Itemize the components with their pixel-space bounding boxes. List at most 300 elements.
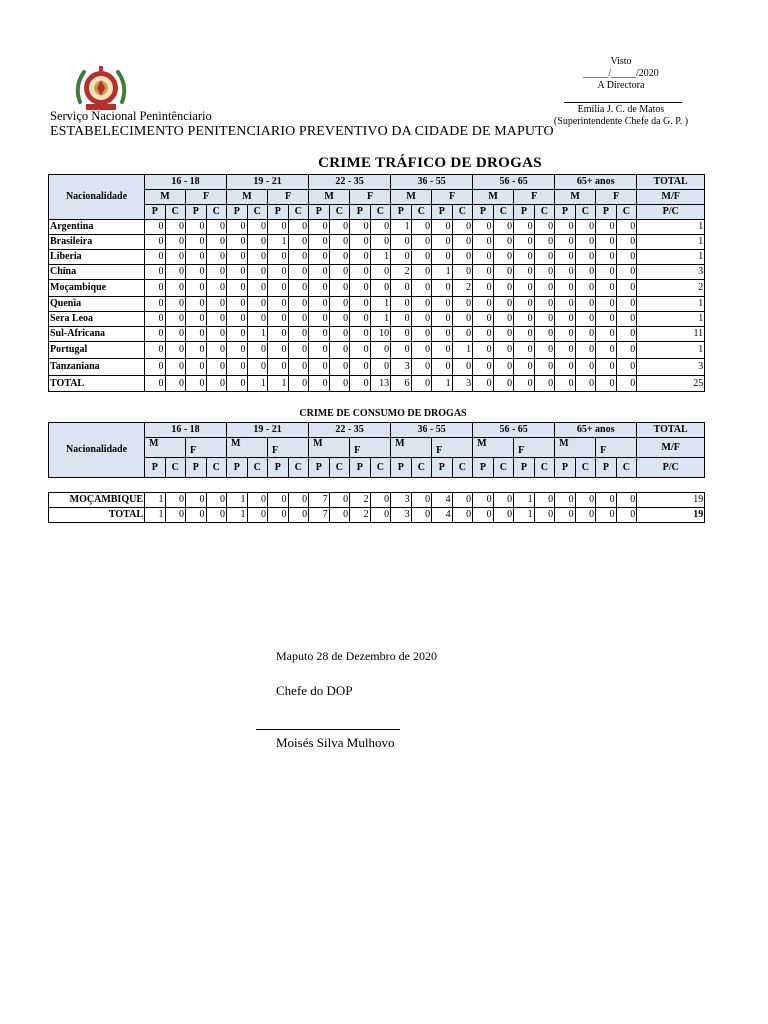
row-total: 3 — [637, 265, 705, 280]
value-cell: 0 — [350, 376, 371, 392]
value-cell: 0 — [350, 220, 371, 235]
value-cell: 0 — [165, 493, 186, 508]
value-cell: 0 — [616, 312, 637, 327]
value-cell: 0 — [206, 265, 227, 280]
value-cell: 0 — [247, 235, 268, 250]
value-cell: 0 — [555, 327, 576, 342]
value-cell: 0 — [452, 235, 473, 250]
value-cell: 0 — [596, 220, 617, 235]
value-cell: 0 — [329, 280, 350, 297]
value-cell: 0 — [370, 508, 391, 523]
value-cell: 0 — [268, 359, 289, 376]
service-name: Serviço Nacional Penintênciario — [50, 109, 212, 123]
establishment-name: ESTABELECIMENTO PENITENCIARIO PREVENTIVO DA CIDADE DE MAPUTO — [50, 124, 554, 139]
value-cell: 0 — [452, 220, 473, 235]
sex-header: F — [186, 190, 227, 205]
table-row — [49, 493, 705, 508]
pc-header: C — [370, 458, 391, 478]
pc-header: P — [555, 458, 576, 478]
pc-total-header: P/C — [637, 205, 705, 220]
value-cell: 1 — [145, 508, 166, 523]
value-cell: 0 — [227, 359, 248, 376]
value-cell: 0 — [186, 250, 207, 265]
value-cell: 0 — [493, 312, 514, 327]
value-cell: 0 — [206, 312, 227, 327]
value-cell: 0 — [247, 280, 268, 297]
value-cell: 0 — [206, 493, 227, 508]
value-cell: 0 — [145, 280, 166, 297]
value-cell: 1 — [432, 265, 453, 280]
pc-header: P — [473, 458, 494, 478]
value-cell: 0 — [514, 312, 535, 327]
value-cell: 0 — [350, 297, 371, 312]
value-cell: 1 — [268, 235, 289, 250]
value-cell: 0 — [555, 297, 576, 312]
table-row — [49, 220, 705, 235]
value-cell: 0 — [534, 220, 555, 235]
value-cell: 0 — [514, 376, 535, 392]
value-cell: 0 — [411, 297, 432, 312]
value-cell: 3 — [391, 508, 412, 523]
value-cell: 0 — [596, 493, 617, 508]
value-cell: 0 — [370, 280, 391, 297]
value-cell: 0 — [616, 376, 637, 392]
sex-header: F — [514, 190, 555, 205]
value-cell: 0 — [493, 250, 514, 265]
value-cell: 0 — [493, 327, 514, 342]
value-cell: 0 — [514, 235, 535, 250]
value-cell: 0 — [145, 250, 166, 265]
table2-title: CRIME DE CONSUMO DE DROGAS — [299, 408, 467, 419]
pc-header: C — [493, 458, 514, 478]
row-label: Brasileira — [49, 235, 145, 250]
age-group-header: 56 - 65 — [473, 423, 555, 438]
value-cell: 0 — [514, 250, 535, 265]
value-cell: 0 — [350, 342, 371, 359]
value-cell: 0 — [452, 508, 473, 523]
row-total: 1 — [637, 235, 705, 250]
value-cell: 0 — [247, 359, 268, 376]
value-cell: 0 — [186, 342, 207, 359]
sex-header: F — [514, 438, 555, 458]
pc-header: P — [432, 458, 453, 478]
value-cell: 0 — [268, 250, 289, 265]
value-cell: 0 — [493, 235, 514, 250]
value-cell: 0 — [227, 297, 248, 312]
age-group-header: 22 - 35 — [309, 423, 391, 438]
value-cell: 0 — [575, 280, 596, 297]
row-label: Liberia — [49, 250, 145, 265]
row-label: Argentina — [49, 220, 145, 235]
value-cell: 0 — [268, 297, 289, 312]
value-cell: 0 — [268, 265, 289, 280]
value-cell: 0 — [206, 280, 227, 297]
value-cell: 0 — [411, 359, 432, 376]
value-cell: 0 — [575, 508, 596, 523]
row-label: Moçambique — [49, 280, 145, 297]
value-cell: 1 — [268, 376, 289, 392]
value-cell: 0 — [329, 235, 350, 250]
sex-header: M — [391, 438, 432, 458]
value-cell: 0 — [165, 265, 186, 280]
value-cell: 0 — [596, 297, 617, 312]
value-cell: 0 — [186, 297, 207, 312]
sex-header: M — [145, 438, 186, 458]
value-cell: 0 — [329, 376, 350, 392]
value-cell: 0 — [514, 359, 535, 376]
value-cell: 13 — [370, 376, 391, 392]
value-cell: 0 — [534, 235, 555, 250]
sex-header: F — [268, 190, 309, 205]
value-cell: 0 — [268, 327, 289, 342]
row-total: 3 — [637, 359, 705, 376]
value-cell: 0 — [309, 376, 330, 392]
value-cell: 0 — [227, 265, 248, 280]
pc-header: P — [268, 205, 289, 220]
value-cell: 0 — [493, 493, 514, 508]
value-cell: 0 — [227, 376, 248, 392]
pc-header: P — [473, 205, 494, 220]
pc-header: C — [288, 458, 309, 478]
value-cell: 0 — [616, 265, 637, 280]
value-cell: 0 — [596, 280, 617, 297]
value-cell: 0 — [534, 297, 555, 312]
value-cell: 3 — [452, 376, 473, 392]
mf-header: M/F — [637, 438, 705, 458]
value-cell: 0 — [370, 359, 391, 376]
value-cell: 0 — [555, 250, 576, 265]
nationality-header: Nacionalidade — [49, 423, 145, 478]
sex-header: F — [350, 438, 391, 458]
value-cell: 0 — [616, 342, 637, 359]
value-cell: 0 — [452, 312, 473, 327]
row-total: 25 — [637, 376, 705, 392]
value-cell: 0 — [145, 376, 166, 392]
value-cell: 0 — [452, 327, 473, 342]
value-cell: 0 — [309, 265, 330, 280]
value-cell: 0 — [268, 508, 289, 523]
value-cell: 2 — [350, 508, 371, 523]
value-cell: 0 — [616, 493, 637, 508]
value-cell: 1 — [514, 493, 535, 508]
signature-line — [564, 92, 682, 103]
value-cell: 1 — [370, 250, 391, 265]
total-header: TOTAL — [637, 423, 705, 438]
value-cell: 0 — [473, 280, 494, 297]
row-total: 19 — [637, 508, 705, 523]
age-group-header: 16 - 18 — [145, 423, 227, 438]
value-cell: 0 — [329, 312, 350, 327]
institution-emblem — [72, 62, 130, 116]
row-label: Tanzaniana — [49, 359, 145, 376]
value-cell: 0 — [596, 265, 617, 280]
value-cell: 2 — [391, 265, 412, 280]
value-cell: 0 — [247, 342, 268, 359]
sex-header: F — [596, 190, 637, 205]
table-row — [49, 508, 705, 523]
sex-header: M — [227, 438, 268, 458]
value-cell: 0 — [575, 250, 596, 265]
value-cell: 0 — [206, 327, 227, 342]
value-cell: 0 — [186, 280, 207, 297]
value-cell: 1 — [370, 312, 391, 327]
value-cell: 0 — [309, 280, 330, 297]
value-cell: 1 — [227, 508, 248, 523]
value-cell: 1 — [227, 493, 248, 508]
value-cell: 0 — [227, 327, 248, 342]
value-cell: 0 — [514, 297, 535, 312]
value-cell: 0 — [493, 376, 514, 392]
value-cell: 0 — [206, 235, 227, 250]
value-cell: 1 — [247, 327, 268, 342]
value-cell: 0 — [309, 250, 330, 265]
value-cell: 0 — [391, 342, 412, 359]
value-cell: 0 — [288, 280, 309, 297]
row-label: Sul-Africana — [49, 327, 145, 342]
value-cell: 0 — [616, 508, 637, 523]
value-cell: 0 — [473, 327, 494, 342]
value-cell: 0 — [473, 508, 494, 523]
row-total: 11 — [637, 327, 705, 342]
pc-header: C — [370, 205, 391, 220]
value-cell: 0 — [145, 359, 166, 376]
value-cell: 0 — [309, 359, 330, 376]
value-cell: 0 — [391, 280, 412, 297]
pc-header: C — [288, 205, 309, 220]
value-cell: 0 — [555, 342, 576, 359]
sex-header: M — [391, 190, 432, 205]
visto-label: Visto — [610, 56, 632, 67]
value-cell: 0 — [514, 265, 535, 280]
value-cell: 0 — [411, 312, 432, 327]
value-cell: 0 — [186, 508, 207, 523]
value-cell: 0 — [411, 235, 432, 250]
sex-header: F — [432, 438, 473, 458]
value-cell: 0 — [165, 508, 186, 523]
value-cell: 0 — [350, 265, 371, 280]
value-cell: 0 — [411, 376, 432, 392]
pc-header: C — [452, 458, 473, 478]
value-cell: 0 — [165, 359, 186, 376]
value-cell: 0 — [555, 493, 576, 508]
footer-date: Maputo 28 de Dezembro de 2020 — [276, 649, 437, 663]
pc-header: P — [514, 458, 535, 478]
value-cell: 0 — [534, 493, 555, 508]
value-cell: 0 — [350, 235, 371, 250]
row-label: MOÇAMBIQUE — [49, 493, 145, 508]
value-cell: 0 — [473, 493, 494, 508]
pc-header: P — [145, 458, 166, 478]
pc-header: P — [309, 205, 330, 220]
pc-header: P — [555, 205, 576, 220]
value-cell: 0 — [575, 220, 596, 235]
value-cell: 0 — [227, 342, 248, 359]
value-cell: 0 — [329, 508, 350, 523]
value-cell: 0 — [268, 342, 289, 359]
approval-block — [540, 56, 702, 128]
value-cell: 0 — [514, 327, 535, 342]
sex-header: M — [309, 438, 350, 458]
value-cell: 0 — [350, 312, 371, 327]
age-group-header: 56 - 65 — [473, 175, 555, 190]
row-label: China — [49, 265, 145, 280]
value-cell: 7 — [309, 493, 330, 508]
row-label: Portugal — [49, 342, 145, 359]
pc-header: P — [268, 458, 289, 478]
value-cell: 0 — [145, 342, 166, 359]
value-cell: 0 — [165, 342, 186, 359]
value-cell: 0 — [186, 265, 207, 280]
value-cell: 0 — [616, 235, 637, 250]
value-cell: 0 — [288, 327, 309, 342]
value-cell: 0 — [370, 220, 391, 235]
row-label: TOTAL — [49, 376, 145, 392]
value-cell: 0 — [534, 280, 555, 297]
pc-header: C — [534, 205, 555, 220]
value-cell: 0 — [473, 265, 494, 280]
consumption-table — [48, 422, 705, 523]
value-cell: 0 — [555, 220, 576, 235]
pc-header: P — [350, 205, 371, 220]
age-group-header: 19 - 21 — [227, 175, 309, 190]
value-cell: 0 — [309, 312, 330, 327]
value-cell: 0 — [186, 235, 207, 250]
value-cell: 0 — [575, 493, 596, 508]
value-cell: 0 — [165, 250, 186, 265]
pc-header: C — [616, 205, 637, 220]
value-cell: 0 — [514, 342, 535, 359]
value-cell: 0 — [616, 327, 637, 342]
value-cell: 0 — [145, 220, 166, 235]
value-cell: 0 — [350, 359, 371, 376]
value-cell: 0 — [206, 359, 227, 376]
value-cell: 0 — [186, 220, 207, 235]
table-row — [49, 312, 705, 327]
value-cell: 0 — [493, 508, 514, 523]
value-cell: 0 — [247, 312, 268, 327]
pc-header: P — [309, 458, 330, 478]
value-cell: 0 — [247, 220, 268, 235]
pc-header: P — [145, 205, 166, 220]
sex-header: M — [555, 438, 596, 458]
value-cell: 0 — [268, 312, 289, 327]
sex-header: F — [596, 438, 637, 458]
value-cell: 0 — [575, 376, 596, 392]
value-cell: 0 — [186, 376, 207, 392]
age-group-header: 65+ anos — [555, 175, 637, 190]
value-cell: 0 — [575, 265, 596, 280]
value-cell: 0 — [227, 280, 248, 297]
value-cell: 3 — [391, 359, 412, 376]
table1-title: CRIME TRÁFICO DE DROGAS — [318, 155, 542, 171]
value-cell: 0 — [616, 297, 637, 312]
value-cell: 0 — [473, 297, 494, 312]
value-cell: 0 — [575, 297, 596, 312]
age-group-header: 16 - 18 — [145, 175, 227, 190]
value-cell: 0 — [165, 297, 186, 312]
value-cell: 0 — [329, 297, 350, 312]
value-cell: 0 — [247, 493, 268, 508]
value-cell: 0 — [432, 280, 453, 297]
value-cell: 0 — [555, 376, 576, 392]
pc-header: C — [616, 458, 637, 478]
value-cell: 0 — [616, 250, 637, 265]
value-cell: 0 — [616, 280, 637, 297]
value-cell: 0 — [493, 220, 514, 235]
value-cell: 0 — [350, 250, 371, 265]
pc-header: P — [186, 205, 207, 220]
directora-role: (Superintendente Chefe da G. P. ) — [553, 116, 689, 127]
value-cell: 0 — [616, 220, 637, 235]
value-cell: 0 — [534, 359, 555, 376]
value-cell: 0 — [575, 342, 596, 359]
pc-header: C — [329, 205, 350, 220]
nationality-header: Nacionalidade — [49, 175, 145, 220]
directora-name: Emília J. C. de Matos — [577, 104, 665, 115]
value-cell: 1 — [452, 342, 473, 359]
value-cell: 0 — [288, 312, 309, 327]
sex-header: F — [432, 190, 473, 205]
value-cell: 0 — [186, 493, 207, 508]
footer-signer-name: Moisés Silva Mulhovo — [276, 735, 395, 750]
value-cell: 0 — [288, 250, 309, 265]
value-cell: 0 — [145, 312, 166, 327]
row-total: 1 — [637, 342, 705, 359]
value-cell: 0 — [288, 376, 309, 392]
value-cell: 0 — [534, 265, 555, 280]
sex-header: M — [227, 190, 268, 205]
pc-header: C — [411, 205, 432, 220]
value-cell: 0 — [206, 297, 227, 312]
pc-header: C — [411, 458, 432, 478]
value-cell: 0 — [391, 297, 412, 312]
footer-chef-title: Chefe do DOP — [276, 683, 353, 698]
value-cell: 0 — [186, 359, 207, 376]
value-cell: 0 — [370, 342, 391, 359]
value-cell: 0 — [493, 297, 514, 312]
value-cell: 0 — [227, 250, 248, 265]
value-cell: 0 — [370, 265, 391, 280]
value-cell: 1 — [247, 376, 268, 392]
pc-header: C — [247, 205, 268, 220]
value-cell: 0 — [432, 297, 453, 312]
pc-header: C — [165, 458, 186, 478]
value-cell: 0 — [555, 265, 576, 280]
table-row — [49, 280, 705, 297]
pc-header: P — [350, 458, 371, 478]
value-cell: 0 — [206, 250, 227, 265]
value-cell: 0 — [616, 359, 637, 376]
value-cell: 0 — [247, 508, 268, 523]
pc-header: C — [493, 205, 514, 220]
pc-header: C — [452, 205, 473, 220]
value-cell: 0 — [288, 235, 309, 250]
pc-header: C — [206, 458, 227, 478]
value-cell: 0 — [329, 359, 350, 376]
value-cell: 0 — [370, 235, 391, 250]
value-cell: 0 — [165, 327, 186, 342]
value-cell: 0 — [186, 327, 207, 342]
value-cell: 0 — [411, 265, 432, 280]
row-total: 1 — [637, 250, 705, 265]
value-cell: 0 — [473, 312, 494, 327]
pc-header: P — [391, 205, 412, 220]
value-cell: 0 — [534, 312, 555, 327]
value-cell: 0 — [309, 327, 330, 342]
sex-header: F — [186, 438, 227, 458]
pc-header: C — [329, 458, 350, 478]
sex-header: F — [350, 190, 391, 205]
